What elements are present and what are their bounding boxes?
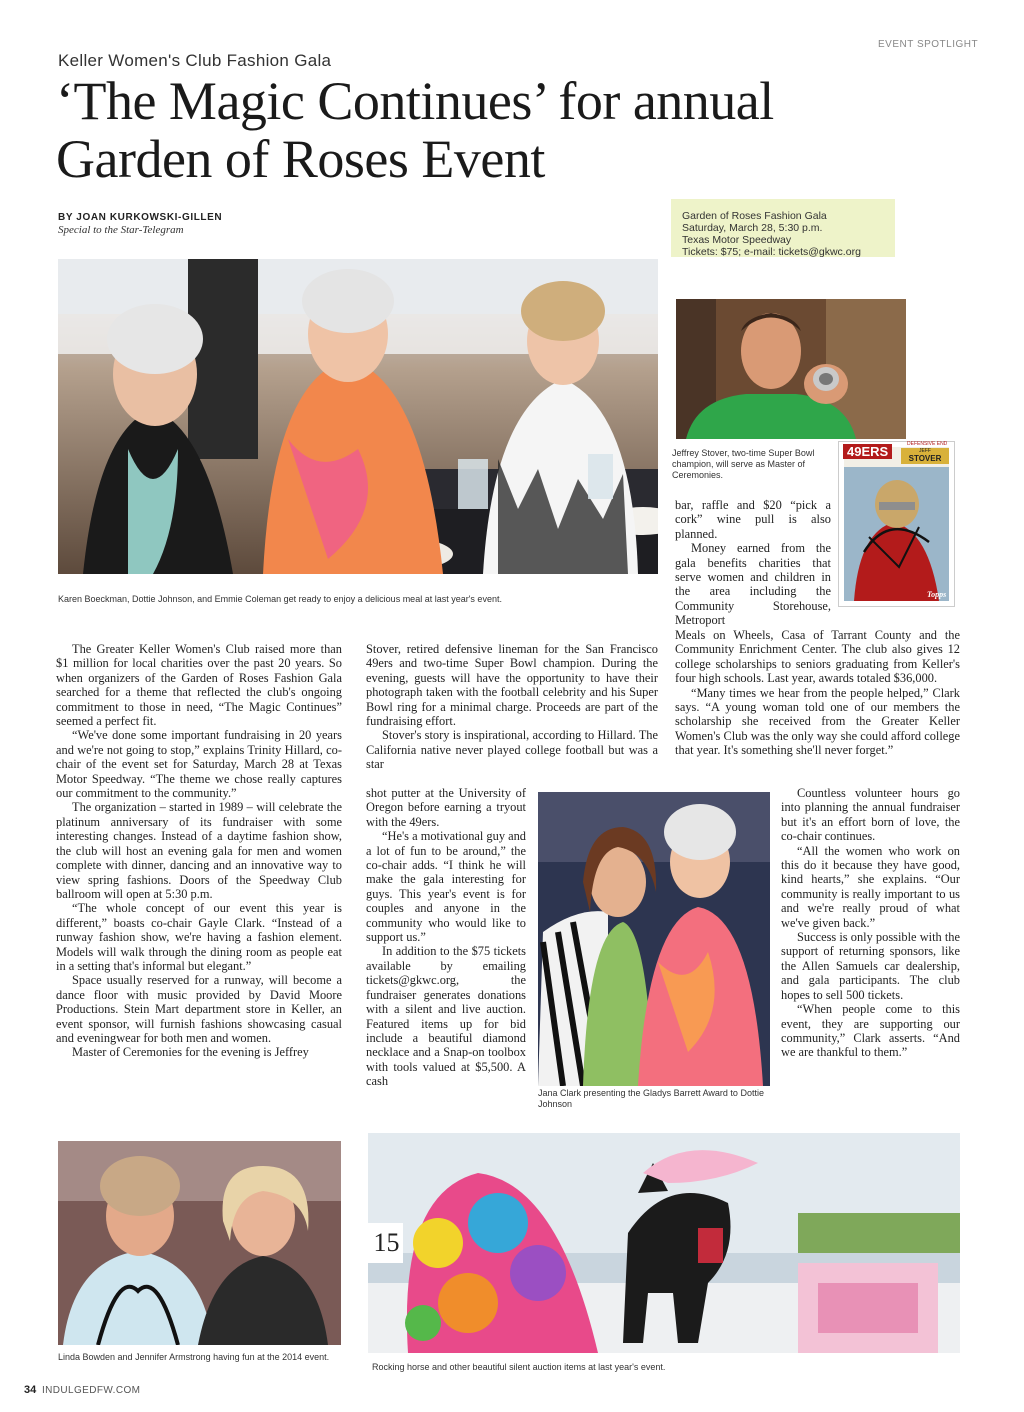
footer-site: INDULGEDFW.COM xyxy=(42,1385,141,1396)
clark-photo xyxy=(538,792,770,1086)
info-line: Garden of Roses Fashion Gala xyxy=(682,210,827,222)
article-paragraph: “He's a motivational guy and a lot of fun to be around,” the co-chair adds. “I think he will make the gala interesting for guys. This year's event is for couples and anyone in the community who would like to support us.” xyxy=(366,829,526,945)
main-photo xyxy=(58,259,658,574)
main-photo-image xyxy=(58,259,658,574)
card-position: DEFENSIVE END xyxy=(907,441,948,447)
auction-photo xyxy=(368,1133,960,1353)
byline-affiliation: Special to the Star-Telegram xyxy=(58,224,184,236)
stover-caption: Jeffrey Stover, two-time Super Bowl champion, will serve as Master of Ceremonies. xyxy=(672,448,815,480)
article-column-1 xyxy=(56,642,342,1060)
article-paragraph: Success is only possible with the support of returning sponsors, like the Allen Samuels car dealership, and gala participants. The club hopes to sell 500 tickets. xyxy=(781,930,960,1002)
article-paragraph: Countless volunteer hours go into planning the annual fundraiser but it's an effort born of love, the co-chair continues. xyxy=(781,786,960,844)
card-name: STOVER xyxy=(908,454,942,463)
kicker: Keller Women's Club Fashion Gala xyxy=(58,51,332,70)
article-paragraph: Stover's story is inspirational, according to Hillard. The California native never played college football but was a star xyxy=(366,728,658,772)
clark-caption: Jana Clark presenting the Gladys Barrett Award to Dottie Johnson xyxy=(538,1088,764,1109)
article-paragraph: “The whole concept of our event this year is different,” boasts co-chair Gayle Clark. “Instead of a runway fashion show, we're having a fashion element. Models will walk through the dining room as people eat in a setting that's informal but elegant.” xyxy=(56,901,342,973)
auction-photo-image xyxy=(368,1133,960,1353)
headline-line-2: Garden of Roses Event xyxy=(56,129,545,189)
trading-card-image xyxy=(839,442,954,606)
stover-photo-image xyxy=(676,299,906,439)
page-number: 34 xyxy=(24,1384,37,1396)
article-paragraph: In addition to the $75 tickets available by emailing tickets@gkwc.org, the fundraiser generates donations with a silent and live auction. Featured items up for bid include a beautiful diamond necklace and a Snap-on toolbox with tools valued at $5,500. A cash xyxy=(366,944,526,1089)
article-paragraph: Master of Ceremonies for the evening is Jeffrey xyxy=(72,1045,309,1060)
card-nameplate xyxy=(901,448,949,464)
article-paragraph: shot putter at the University of Oregon before earning a tryout with the 49ers. xyxy=(366,786,526,829)
article-paragraph: “Many times we hear from the people helped,” Clark says. “A young woman told one of our members the scholarship she received from the Greater Keller Women's Club was the only way she could afford college that year. It's something she'll never forget.” xyxy=(675,685,960,758)
article-paragraph: Money earned from the gala benefits charities that serve women and children in the area including the Community Storehouse, Metroport xyxy=(675,541,831,628)
article-paragraph: The organization – started in 1989 – will celebrate the platinum anniversary of its fundraiser with some interesting changes. Instead of a daytime fashion show, the club will host an evening gala for men and women complete with dinner, dancing and an innovative way to view spring fashions. Doors of the Speedway Club ballroom will open at 5:30 p.m. xyxy=(56,800,342,901)
card-team: 49ERS xyxy=(843,444,892,459)
bowden-caption: Linda Bowden and Jennifer Armstrong having fun at the 2014 event. xyxy=(58,1352,330,1362)
trading-card xyxy=(838,441,955,607)
article-paragraph: The Greater Keller Women's Club raised more than $1 million for local charities over the past 20 years. So when organizers of the Garden of Roses Fashion Gala searched for a theme that reflected the club's ongoing commitment to those in need, “The Magic Continues” seemed a perfect fit. xyxy=(56,642,342,729)
article-paragraph: Meals on Wheels, Casa of Tarrant County and the Community Enrichment Center. The club also gives 12 college scholarships to seniors graduating from Keller's four high schools. Last year, awards totaled $36,000. xyxy=(675,628,960,686)
article-paragraph: Space usually reserved for a runway, will become a dance floor with music provided by David Moore Productions. Stein Mart department store in Keller, an event sponsor, will furnish fashions showcasing casual and eveningwear for both men and women. xyxy=(56,973,342,1045)
bowden-photo-image xyxy=(58,1141,341,1345)
info-line: Tickets: $75; e-mail: tickets@gkwc.org xyxy=(682,246,861,258)
info-line: Texas Motor Speedway xyxy=(682,234,792,246)
article-paragraph: “When people come to this event, they are supporting our community,” Clark asserts. “And we are thankful to them.” xyxy=(781,1002,960,1060)
auction-caption: Rocking horse and other beautiful silent auction items at last year's event. xyxy=(372,1362,666,1372)
table-number-card: 15 xyxy=(373,1228,400,1257)
article-column-3-upper xyxy=(675,498,831,628)
stover-photo xyxy=(676,299,906,439)
clark-photo-image xyxy=(538,792,770,1086)
main-photo-caption: Karen Boeckman, Dottie Johnson, and Emmie Coleman get ready to enjoy a delicious meal at last year's event. xyxy=(58,594,502,604)
event-info-box xyxy=(671,199,895,257)
article-column-2-bottom xyxy=(366,786,526,1089)
article-column-3-middle xyxy=(675,628,960,758)
section-label: EVENT SPOTLIGHT xyxy=(878,39,979,50)
info-line: Saturday, March 28, 5:30 p.m. xyxy=(682,222,823,234)
byline-author: BY JOAN KURKOWSKI-GILLEN xyxy=(58,212,223,223)
headline-line-1: ‘The Magic Continues’ for annual xyxy=(56,71,774,131)
article-paragraph: Stover, retired defensive lineman for the San Francisco 49ers and two-time Super Bowl champion. During the evening, guests will have the opportunity to have their photograph taken with the football celebrity and his Super Bowl ring for a minimal charge. Proceeds are part of the fundraising effort. xyxy=(366,642,658,729)
card-brand: Topps xyxy=(927,590,947,599)
article-paragraph: “We've done some important fundraising in 20 years and we're not going to stop,” explains Trinity Hillard, co-chair of the event set for Saturday, March 28 at Texas Motor Speedway. “The theme we chose really captures our commitment to the community.” xyxy=(56,728,342,801)
article-column-2-top xyxy=(366,642,658,772)
article-column-3-lower xyxy=(781,786,960,1060)
card-name-top: JEFF xyxy=(919,448,931,454)
article-paragraph: bar, raffle and $20 “pick a cork” wine pull is also planned. xyxy=(675,498,831,541)
headline xyxy=(56,72,956,188)
bowden-photo xyxy=(58,1141,341,1345)
article-paragraph: “All the women who work on this do it because they have good, kind hearts,” she explains. “Our community is really important to us and we're really proud of what we've given back.” xyxy=(781,843,960,930)
